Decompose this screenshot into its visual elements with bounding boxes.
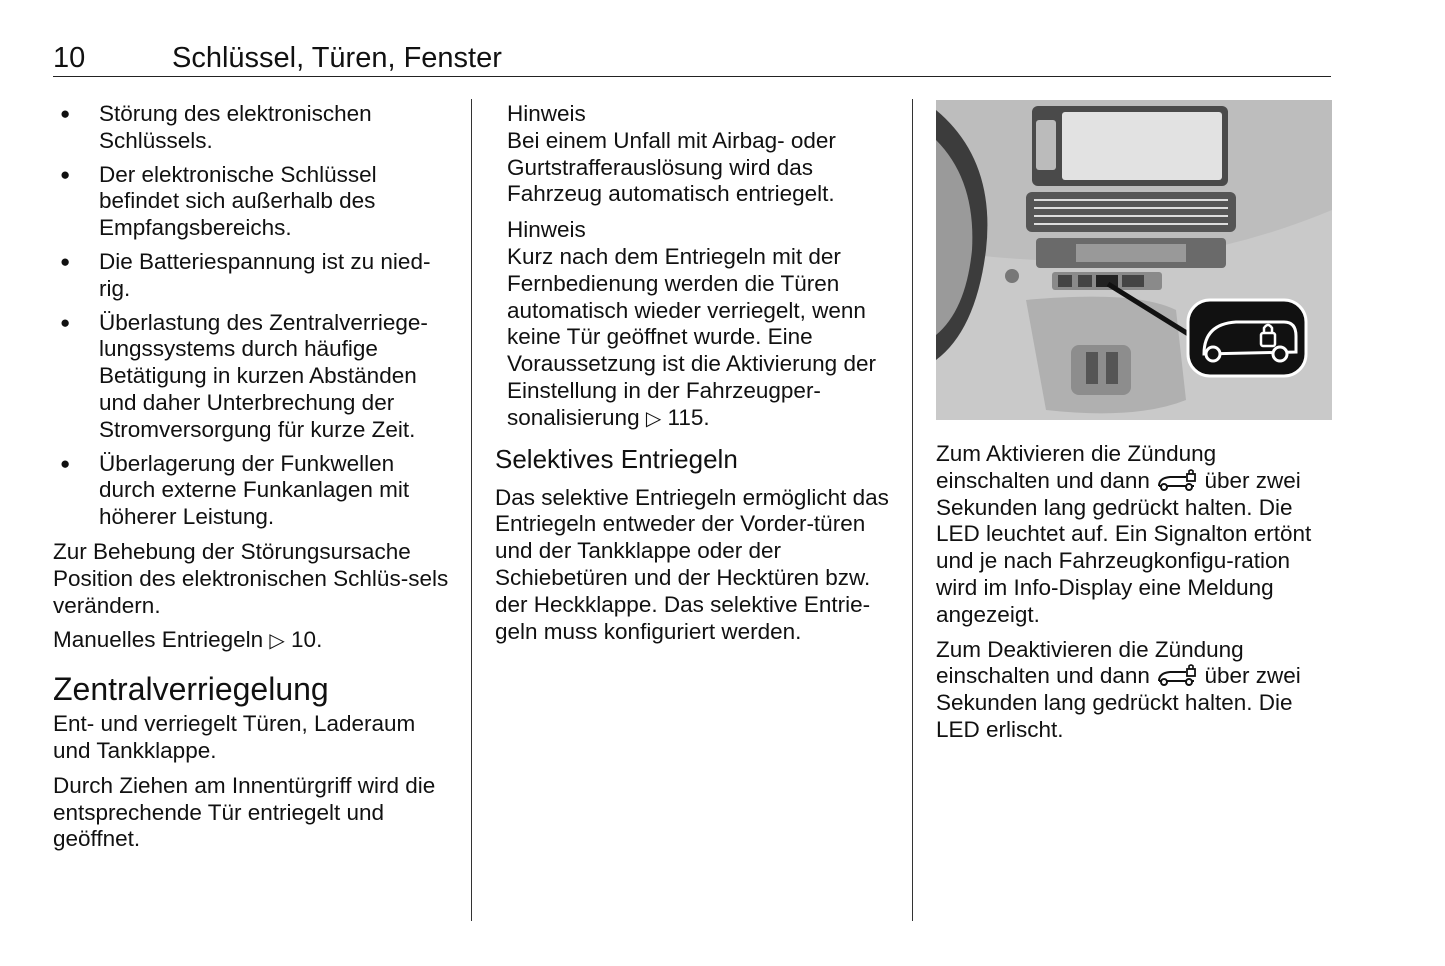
column-right <box>936 441 1336 752</box>
dashboard-illustration <box>936 100 1332 420</box>
paragraph-text: über zwei Sekunden lang gedrückt halten. Die LED leuchtet auf. Ein Signalton ertönt und je nach Fahrzeugkonfigu-ration wird im Info-Display eine Meldung angezeigt. <box>936 467 1312 627</box>
column-divider <box>912 99 913 921</box>
list-item: ● Der elektronische Schlüssel befindet sich außerhalb des Empfangsbereichs. <box>53 162 453 242</box>
note-body: Kurz nach dem Entriegeln mit der Fernbedienung werden die Türen automatisch wieder verriegelt, wenn keine Tür geöffnet wurde. Eine Voraussetzung ist die Aktivierung der Einstellung in der Fahrzeugper-sonalisierung <box>507 243 876 430</box>
note-text: Bei einem Unfall mit Airbag- oder Gurtstrafferauslösung wird das Fahrzeug automatisch entriegelt. <box>507 127 836 207</box>
list-item: ● Überlagerung der Funkwellen durch externe Funkanlagen mit höherer Leistung. <box>53 451 453 531</box>
paragraph <box>936 441 1336 629</box>
paragraph: Durch Ziehen am Innentürgriff wird die entsprechende Tür entriegelt und geöffnet. <box>53 772 436 852</box>
paragraph: Das selektive Entriegeln ermöglicht das Entriegeln entweder der Vorder-türen und der Tankklappe oder der Schiebetüren und der Hecktüren bzw. der Heckklappe. Das selektive Entrie-geln muss konfiguriert werden. <box>495 484 889 644</box>
page-title: Schlüssel, Türen, Fenster <box>172 42 502 74</box>
paragraph: Ent- und verriegelt Türen, Laderaum und Tankklappe. <box>53 711 416 763</box>
column-left <box>53 101 453 861</box>
note-title: Hinweis <box>507 217 586 243</box>
note-box <box>507 217 895 432</box>
paragraph-text: über zwei Sekunden lang gedrückt halten. Die LED erlischt. <box>936 663 1301 742</box>
section-heading: Zentralverriegelung <box>53 671 329 708</box>
paragraph <box>936 637 1336 744</box>
selective-unlock-icon <box>1156 469 1198 491</box>
paragraph-text: Zum Deaktivieren die Zündung einschalten und dann <box>936 636 1244 689</box>
list-item: ● Störung des elektronischen Schlüssels. <box>53 101 453 155</box>
page-reference[interactable]: 115. <box>667 404 710 430</box>
subsection-heading: Selektives Entriegeln <box>495 443 738 474</box>
column-middle <box>495 101 895 653</box>
paragraph-text: Manuelles Entriegeln <box>53 627 264 653</box>
paragraph-text: Zum Aktivieren die Zündung einschalten und dann <box>936 441 1217 493</box>
selective-unlock-icon <box>1156 664 1198 686</box>
page-reference[interactable]: 10. <box>291 627 323 653</box>
page-reference-arrow-icon: ▷ <box>269 630 285 653</box>
cross-reference-paragraph <box>53 627 453 655</box>
column-divider <box>471 99 472 921</box>
list-item: ● Überlastung des Zentralverriege-lungssystems durch häufige Betätigung in kurzen Abständen und daher Unterbrechung der Stromversorgung für kurze Zeit. <box>53 310 453 444</box>
note-box <box>507 101 895 208</box>
note-title: Hinweis <box>507 101 586 126</box>
paragraph: Zur Behebung der Störungsursache Position des elektronischen Schlüs-sels verändern. <box>53 538 449 618</box>
page-reference-arrow-icon: ▷ <box>645 407 662 430</box>
bullet-list <box>53 101 453 531</box>
page-header <box>53 40 1331 77</box>
note-text <box>507 244 895 433</box>
page-number: 10 <box>53 42 86 74</box>
list-item: ● Die Batteriespannung ist zu nied-rig. <box>53 249 453 303</box>
